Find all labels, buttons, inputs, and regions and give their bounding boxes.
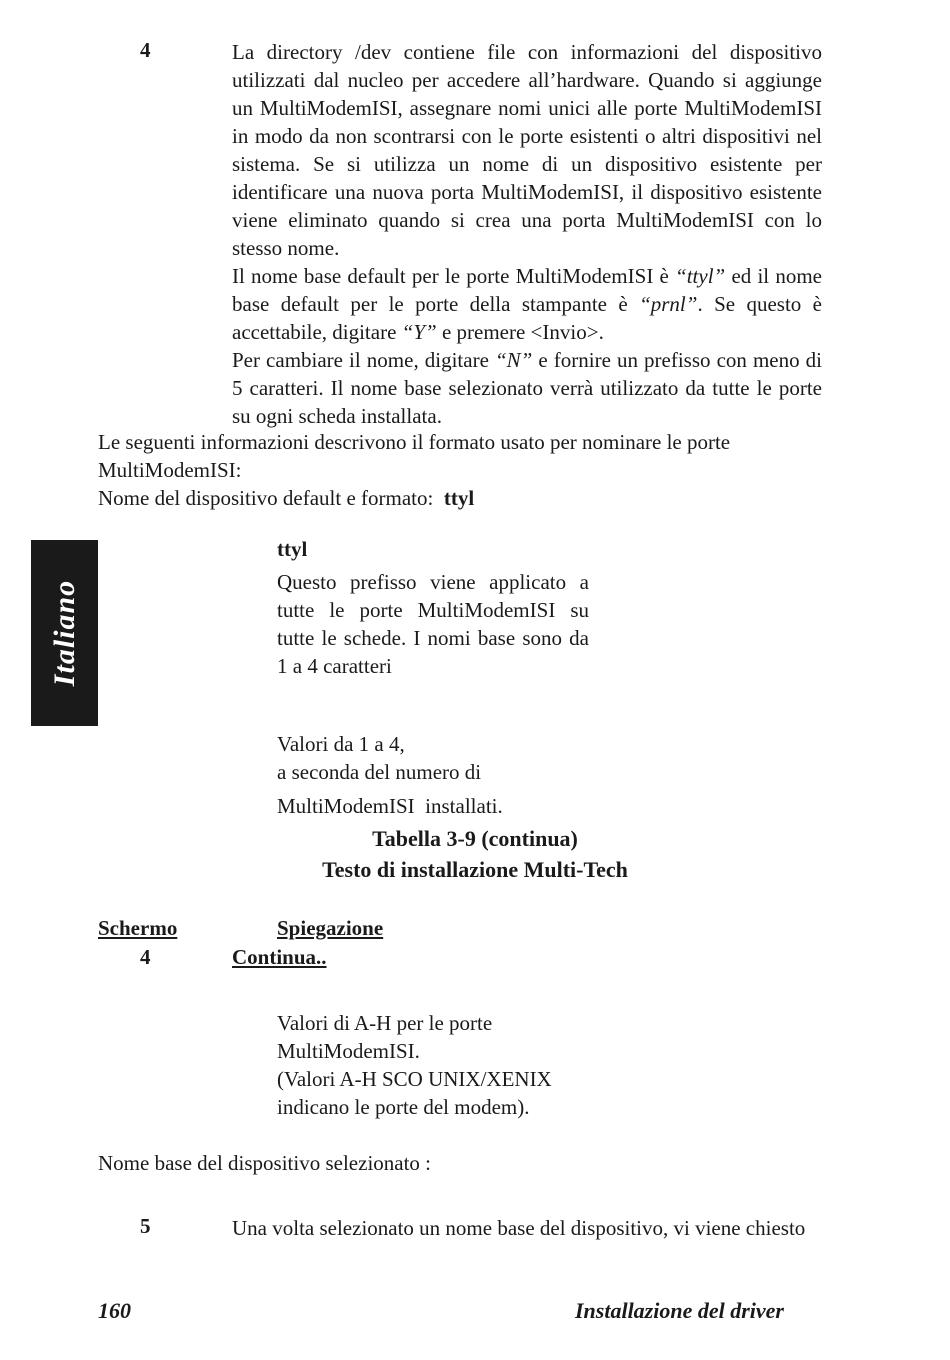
- format-description: [98, 428, 822, 512]
- step-5-number: 5: [140, 1214, 151, 1238]
- default-name-line: Nome del dispositivo default e formato: ttyl: [98, 486, 475, 510]
- ttyl-values: Valori da 1 a 4, a seconda del numero di MultiModemISI installati.: [277, 732, 503, 818]
- continued-step-number: 4: [140, 945, 151, 969]
- step-number: 4: [140, 38, 151, 62]
- column-header-explanation: Spiegazione: [277, 916, 384, 940]
- selected-name-label: Nome base del dispositivo selezionato :: [98, 1151, 432, 1175]
- step-4-paragraph-3: Per cambiare il nome, digitare “N” e fornire un prefisso con meno di 5 caratteri. Il nome base selezionato verrà utilizzato da tutte le porte su ogni scheda installata.: [232, 348, 822, 428]
- port-letter-values: Valori di A-H per le porte MultiModemISI. (Valori A-H SCO UNIX/XENIX indicano le porte del modem).: [277, 1011, 552, 1119]
- ttyl-description: Questo prefisso viene applicato a tutte le porte MultiModemISI su tutte le schede. I nomi base sono da 1 a 4 caratteri: [277, 570, 589, 678]
- page-number: 160: [98, 1298, 131, 1323]
- language-side-tab: [31, 540, 98, 726]
- step-4-paragraph-1: La directory /dev contiene file con informazioni del dispositivo utilizzati dal nucleo per accedere all’hardware. Quando si aggiunge un MultiModemISI, assegnare nomi unici alle porte MultiModemISI in modo da non scontrarsi con le porte esistenti o altri dispositivi nel sistema. Se si utilizza un nome di un dispositivo esistente per identificare una nuova porta MultiModemISI, il dispositivo esistente viene eliminato quando si crea una porta MultiModemISI con lo stesso nome.: [232, 40, 822, 260]
- column-header-screen: Schermo: [98, 916, 178, 940]
- step-5-text: Una volta selezionato un nome base del dispositivo, vi viene chiesto: [232, 1216, 806, 1240]
- section-title: Installazione del driver: [574, 1298, 784, 1323]
- format-intro: Le seguenti informazioni descrivono il formato usato per nominare le porte MultiModemISI:: [98, 430, 731, 482]
- step-4-text: [232, 38, 822, 430]
- step-4-paragraph-2: Il nome base default per le porte MultiModemISI è “ttyl” ed il nome base default per le porte della stampante è “prnl”. Se questo è accettabile, digitare “Y” e premere <Invio>.: [232, 264, 822, 344]
- ttyl-heading: ttyl: [277, 537, 308, 561]
- side-tab-label: Italiano: [47, 579, 81, 687]
- continued-label: Continua..: [232, 945, 327, 969]
- table-title: Tabella 3-9 (continua) Testo di installazione Multi-Tech: [322, 826, 628, 882]
